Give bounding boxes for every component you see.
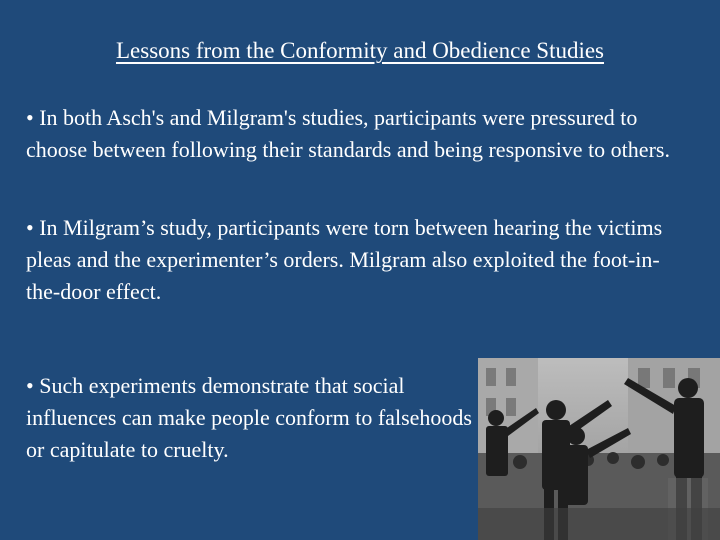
historical-photo-image [478,358,720,540]
slide-title-text: Lessons from the Conformity and Obedience Studies [115,38,605,63]
bullet-point-1: • In both Asch's and Milgram's studies, participants were pressured to choose between following their standards and being responsive to others. [26,105,670,162]
bullet-point-3: • Such experiments demonstrate that social influences can make people conform to falsehoods or capitulate to cruelty. [26,373,472,462]
historical-photo [478,358,720,540]
slide-title [8,34,712,68]
bullet-point-2: • In Milgram’s study, participants were torn between hearing the victims pleas and the experimenter’s orders. Milgram also exploited the foot-in-the-door effect. [26,215,663,304]
